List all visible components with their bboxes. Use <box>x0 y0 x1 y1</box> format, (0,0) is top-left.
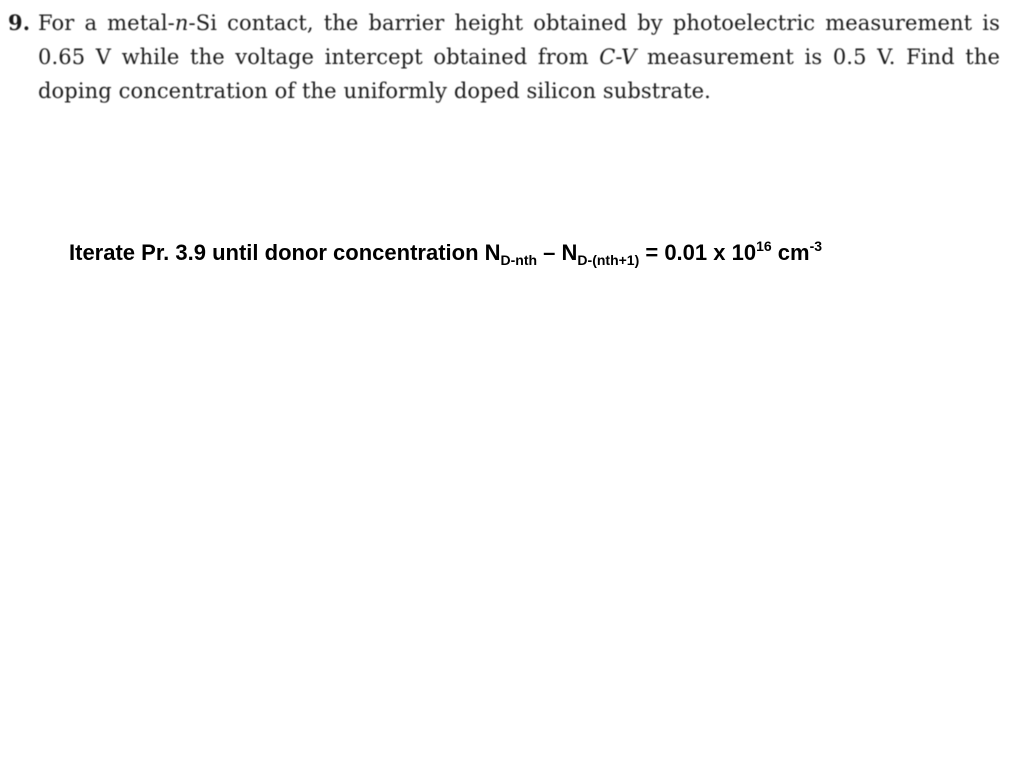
problem-line-3: doping concentration of the uniformly doped silicon substrate. <box>38 79 711 103</box>
problem-number: 9. <box>8 10 31 35</box>
problem-text-2-italic: C-V <box>599 45 637 69</box>
solution-subscript-2: D-(nth+1) <box>577 252 640 268</box>
problem-text-1b: -Si contact, the barrier height obtained by photoelectric measurement is <box>188 11 1000 35</box>
problem-text-1a: For a metal- <box>38 11 175 35</box>
solution-superscript-1: 16 <box>756 238 772 254</box>
solution-text-b: – N <box>537 240 578 265</box>
solution-text-a: Iterate Pr. 3.9 until donor concentration N <box>69 240 501 265</box>
problem-line-2 <box>8 40 1000 74</box>
solution-subscript-1: D-nth <box>500 252 538 268</box>
solution-text-c: = 0.01 x 10 <box>639 240 757 265</box>
problem-text-2b: measurement is 0.5 V. Find the <box>636 45 1000 69</box>
problem-line-1 <box>8 6 1000 40</box>
solution-text <box>69 236 1009 270</box>
solution-text-d: cm <box>771 240 810 265</box>
problem-statement <box>8 6 1004 108</box>
problem-text-2a: 0.65 V while the voltage intercept obtained from <box>38 45 600 69</box>
problem-text-1-italic: n <box>174 11 189 35</box>
solution-superscript-2: -3 <box>809 238 823 254</box>
